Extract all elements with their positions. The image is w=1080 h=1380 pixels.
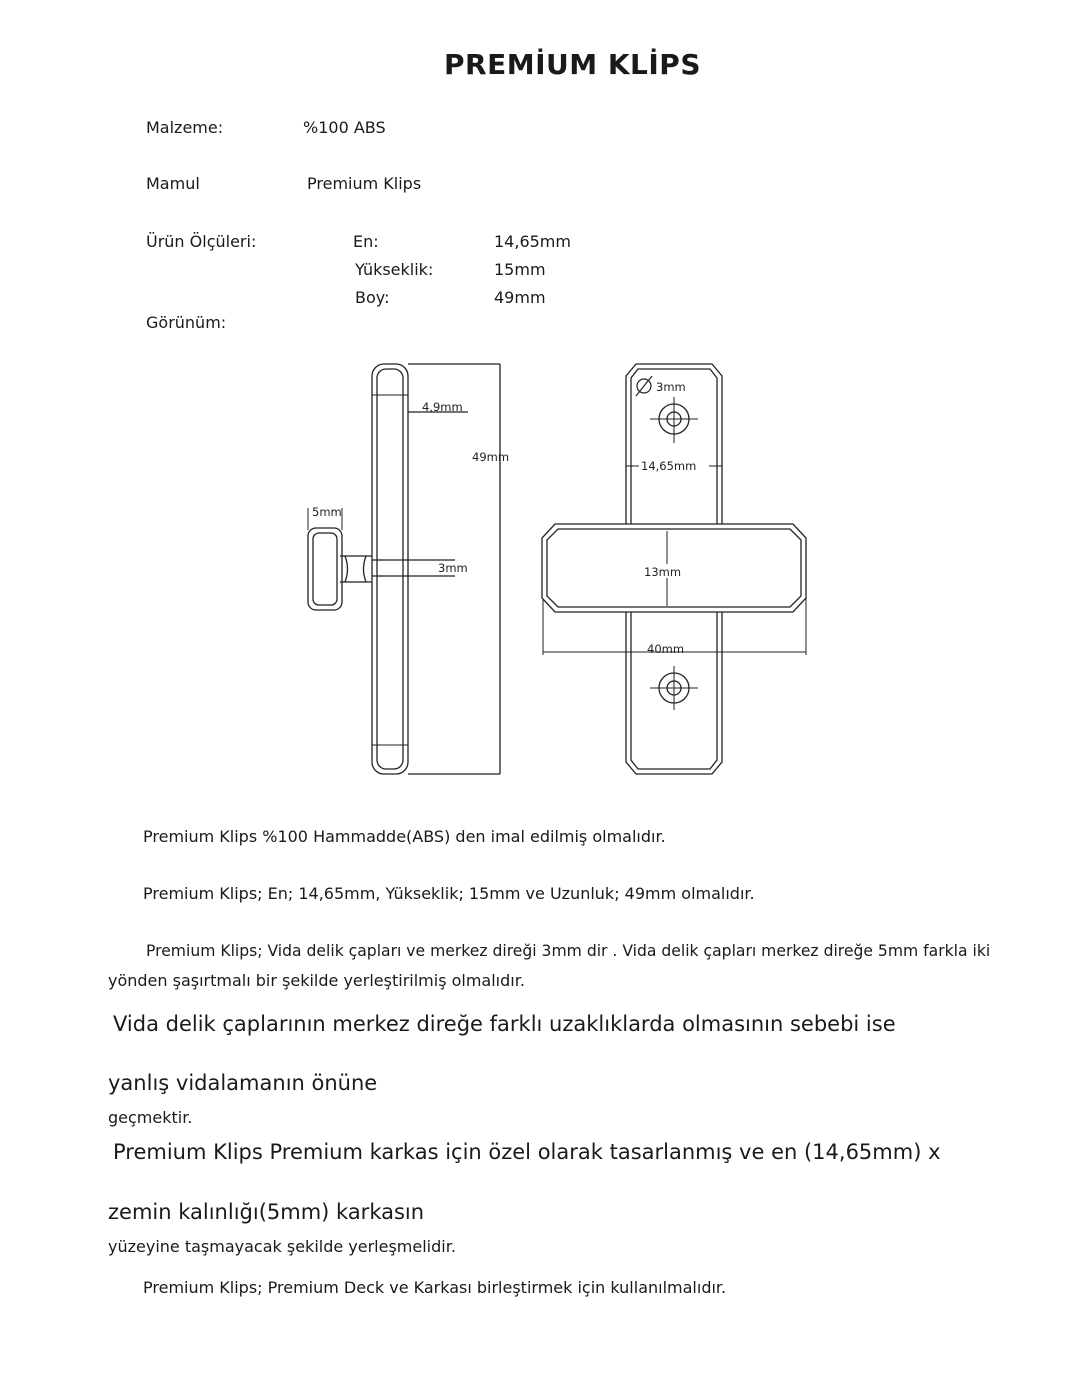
side-view <box>308 364 500 774</box>
paragraph-4-line-1: Vida delik çaplarının merkez direğe farklı uzaklıklarda olmasının sebebi ise <box>113 1012 896 1036</box>
product-label: Mamul <box>146 174 200 193</box>
paragraph-1: Premium Klips %100 Hammadde(ABS) den imal edilmiş olmalıdır. <box>143 827 666 846</box>
diameter-icon <box>636 376 652 396</box>
paragraph-3-line-2: yönden şaşırtmalı bir şekilde yerleştirilmiş olmalıdır. <box>108 971 525 990</box>
bottom-screw-hole <box>650 666 698 710</box>
dim-length-label: 49mm <box>472 450 510 464</box>
paragraph-5-line-3: yüzeyine taşmayacak şekilde yerleşmelidir. <box>108 1237 456 1256</box>
paragraph-6: Premium Klips; Premium Deck ve Karkası birleştirmek için kullanılmalıdır. <box>143 1278 727 1297</box>
dim-post-label: 3mm <box>438 561 468 575</box>
paragraph-4-line-2: yanlış vidalamanın önüne <box>108 1071 378 1095</box>
length-value: 49mm <box>494 288 546 307</box>
material-value: %100 ABS <box>303 118 386 137</box>
top-screw-hole <box>650 397 698 443</box>
view-label: Görünüm: <box>146 313 227 332</box>
dim-middle-label: 13mm <box>644 565 682 579</box>
paragraph-5-line-2: zemin kalınlığı(5mm) karkasın <box>108 1200 425 1224</box>
height-value: 15mm <box>494 260 546 279</box>
width-value: 14,65mm <box>494 232 571 251</box>
dim-total-label: 40mm <box>647 642 685 656</box>
dim-hole-label: 3mm <box>656 380 686 394</box>
material-label: Malzeme: <box>146 118 224 137</box>
dimensions-label: Ürün Ölçüleri: <box>146 232 257 251</box>
paragraph-4-line-3: geçmektir. <box>108 1108 193 1127</box>
width-label: En: <box>353 232 379 251</box>
paragraph-5-line-1: Premium Klips Premium karkas için özel olarak tasarlanmış ve en (14,65mm) x <box>113 1140 941 1164</box>
product-value: Premium Klips <box>307 174 422 193</box>
paragraph-3-line-1: Premium Klips; Vida delik çapları ve merkez direği 3mm dir . Vida delik çapları merkez direğe 5mm farkla iki <box>146 942 991 960</box>
side-body-inner <box>377 369 403 769</box>
side-head-inner <box>313 533 337 605</box>
dim-top-label: 4,9mm <box>422 400 463 414</box>
dim-head-label: 5mm <box>312 505 342 519</box>
dim-width-label: 14,65mm <box>641 459 697 473</box>
page-title: PREMİUM KLİPS <box>444 48 701 81</box>
length-label: Boy: <box>355 288 390 307</box>
height-label: Yükseklik: <box>355 260 434 279</box>
paragraph-2: Premium Klips; En; 14,65mm, Yükseklik; 15mm ve Uzunluk; 49mm olmalıdır. <box>143 884 755 903</box>
